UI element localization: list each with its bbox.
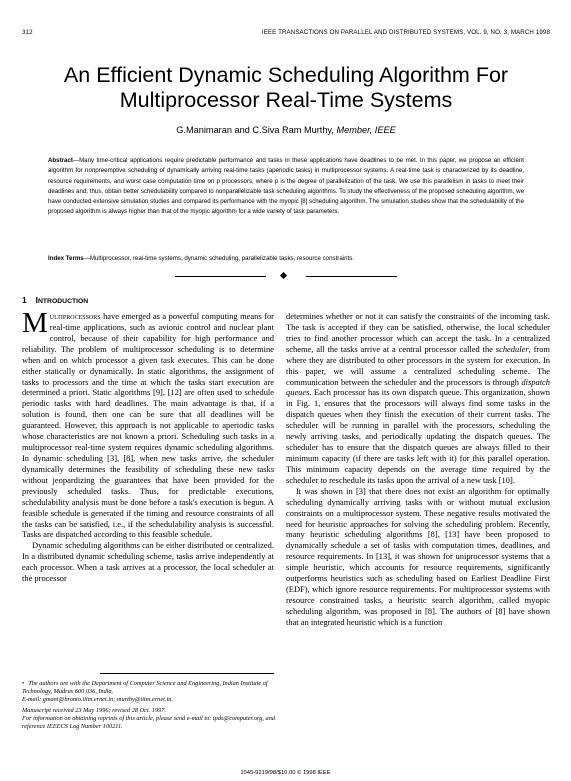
section-number: 1 — [22, 295, 27, 305]
author-line — [22, 125, 550, 135]
divider-rule-left — [175, 276, 266, 277]
author-membership: Member, IEEE — [336, 125, 396, 135]
section-title-rest: NTRODUCTION — [38, 298, 89, 305]
index-terms-text: —Multiprocessor, real-time systems, dynamic scheduling, parallelizable tasks, resource constraints. — [83, 255, 355, 262]
paragraph-text: have emerged as a powerful computing means for real-time applications, such as avionic control and nuclear plant control, because of their capability for high performance and reliability. The problem of multiprocessor scheduling is to determine when and on which processor a given task executes. This can be done either statically or dynamically. In static algorithms, the assignment of tasks to processors and the time at which the tasks start execution are determined a priori. Static algorithms [9], [12] are often used to schedule periodic tasks with hard deadlines. The main advantage is that, if a solution is found, then one can be sure that all deadlines will be guaranteed. However, this approach is not applicable to aperiodic tasks whose characteristics are not known a priori. Scheduling such tasks in a multiprocessor real-time system requires dynamic scheduling algorithms. In dynamic scheduling [3], [8], when new tasks arrive, the scheduler dynamically determines the feasibility of scheduling these new tasks without jeopardizing the guarantees that have been provided for the previously scheduled tasks. Thus, for predictable executions, schedulability analysis must be done before a task's execution is begun. A feasible schedule is generated if the timing and resource constraints of all the tasks can be satisfied, i.e., if the schedulability analysis is successful. Tasks are dispatched according to this feasible schedule. — [22, 311, 274, 540]
footnote-manuscript: Manuscript received 23 May 1996; revised 28 Oct. 1997. — [22, 707, 166, 715]
emphasis-scheduler: scheduler — [495, 343, 529, 354]
journal-header: IEEE TRANSACTIONS ON PARALLEL AND DISTRIBUTED SYSTEMS, VOL. 9, NO. 3, MARCH 1998 — [261, 29, 550, 36]
title-line-1: An Efficient Dynamic Scheduling Algorithm For — [63, 63, 509, 87]
abstract — [48, 156, 524, 218]
section-divider — [0, 272, 571, 280]
title-line-2: Multiprocessor Real-Time Systems — [119, 88, 453, 112]
index-terms-label: Index Terms — [48, 255, 84, 262]
page-number: 312 — [22, 29, 33, 36]
paragraph-text: , from where they are distributed to other processors in the system for execution. In this paper, we will assume a centralized scheduling scheme. The communication between the scheduler and the processors is through — [286, 343, 550, 387]
smallcaps-lead: ultiprocessors — [49, 311, 101, 321]
body-column-right — [286, 311, 550, 769]
paragraph-text: determines whether or not it can satisfy the constraints of the incoming task. The task is accepted if they can be satisfied, otherwise, the local scheduler tries to find another processor which can accept the task. In a centralized scheme, all the tasks arrive at a central processor called the — [286, 311, 550, 354]
abstract-text: —Many time-critical applications require predictable performance and tasks in these applications have deadlines to be met. In this paper, we propose an efficient algorithm for nonpreemptive scheduling of dynamically arriving real-time tasks (aperiodic tasks) in multiprocessor systems. A real-time task is characterized by its deadline, resource requirements, and worst case computation time on p processors, where p is the degree of parallelization of the task. We use this parallelism in tasks to meet their deadlines and, thus, obtain better schedulability compared to nonparallelizable task scheduling algorithms. To study the effectiveness of the proposed scheduling algorithm, we have conducted extensive simulation studies and compared its performance with the myopic [8] scheduling algorithm. The simulation studies show that the schedulability of the proposed algorithm is always higher than that of the myopic algorithm for a wide variety of task parameters. — [48, 157, 524, 216]
abstract-label: Abstract — [48, 157, 73, 164]
footnote-affiliation: • The authors are with the Department of Computer Science and Engineering, Indian Institute of Technology, Madras 600 036, India. — [22, 680, 268, 696]
section-title-initial: I — [35, 295, 38, 305]
body-column-left — [22, 311, 274, 667]
running-head — [22, 29, 550, 39]
body-paragraph — [286, 311, 550, 486]
paragraph-text: . Each processor has its own dispatch queue. This organization, shown in Fig. 1, ensures that the processors will always find some tasks in the dispatch queues when they finish the execution of their current tasks. The scheduler will be running in parallel with the processors, scheduling the newly arriving tasks, and periodically updating the dispatch queues. The scheduler has to ensure that the dispatch queues are always filled to their minimum capacity (if there are tasks left with it) for this parallel operation. This minimum capacity depends on the average time required by the scheduler to reschedule its tasks upon the arrival of a new task [10]. — [286, 387, 550, 485]
index-terms — [48, 254, 524, 264]
section-heading — [22, 295, 88, 305]
footnotes — [22, 680, 280, 732]
emphasis-dispatch-queues: dispatch queues — [286, 376, 550, 398]
divider-rule-right — [306, 276, 397, 277]
footnote-rule — [100, 673, 274, 674]
bullet-icon: • — [22, 680, 25, 687]
footnote-email: E-mail: gmani@bronto.iitm.ernet.in; murthy@iitm.ernet.in. — [22, 696, 173, 704]
paper-title — [22, 63, 550, 113]
footnote-reprints: For information on obtaining reprints of this article, please send e-mail to: tpds@computer.org, and reference IEEECS Log Number 100211. — [22, 715, 275, 731]
copyright-line: 1045-9219/98/$10.00 © 1998 IEEE — [240, 770, 331, 776]
body-paragraph — [22, 311, 274, 540]
drop-cap: M — [22, 311, 48, 339]
diamond-ornament-icon — [280, 272, 287, 279]
body-paragraph: Dynamic scheduling algorithms can be either distributed or centralized. In a distributed dynamic scheduling scheme, tasks arrive independently at each processor. When a task arrives at a processor, the local scheduler at the processor — [22, 540, 274, 584]
author-names: G.Manimaran and C.Siva Ram Murthy, — [176, 125, 334, 135]
body-paragraph: It was shown in [3] that there does not exist an algorithm for optimally scheduling dynamically arriving tasks with or without mutual exclusion constraints on a multiprocessor system. These negative results motivated the need for heuristic approaches for solving the scheduling problem. Recently, many heuristic scheduling algorithms [8], [13] have been proposed to dynamically schedule a set of tasks with computation times, deadlines, and resource requirements. In [13], it was shown for uniprocessor systems that a simple heuristic, which accounts for resource requirements, significantly outperforms heuristics such as scheduling based on Earliest Deadline First (EDF), which ignore resource requirements. For multiprocessor systems with resource constrained tasks, a heuristic search algorithm, called myopic scheduling algorithm, was proposed in [8]. The authors of [8] have shown that an integrated heuristic which is a function — [286, 485, 550, 627]
